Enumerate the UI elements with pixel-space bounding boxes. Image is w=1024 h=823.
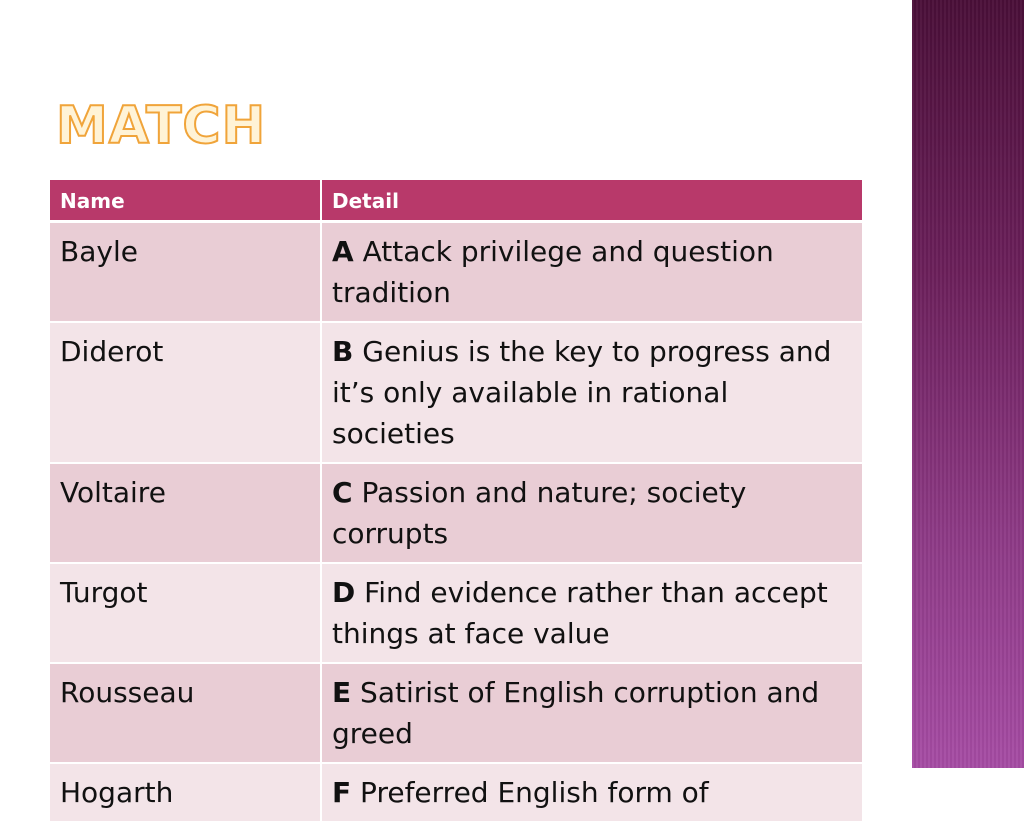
decorative-side-band (912, 0, 1024, 768)
name-cell: Rousseau (50, 663, 321, 763)
option-letter: D (332, 576, 356, 609)
option-letter: E (332, 676, 352, 709)
detail-text: Genius is the key to progress and it’s only available in rational societies (332, 335, 832, 450)
name-cell: Turgot (50, 563, 321, 663)
table-row (50, 563, 862, 663)
table-row (50, 763, 862, 822)
slide-title: MATCH (56, 96, 267, 156)
detail-text: Attack privilege and question tradition (332, 235, 774, 309)
detail-cell (321, 663, 862, 763)
detail-text: Passion and nature; society corrupts (332, 476, 747, 550)
option-letter: B (332, 335, 354, 368)
name-cell: Bayle (50, 222, 321, 323)
detail-cell (321, 763, 862, 822)
detail-text: Preferred English form of (360, 776, 709, 809)
table-row (50, 663, 862, 763)
name-cell: Voltaire (50, 463, 321, 563)
detail-text: Find evidence rather than accept things at face value (332, 576, 828, 650)
column-header-name: Name (50, 180, 321, 222)
option-letter: C (332, 476, 353, 509)
option-letter: A (332, 235, 354, 268)
detail-cell (321, 222, 862, 323)
match-table (50, 180, 862, 823)
table-row (50, 463, 862, 563)
table-header-row (50, 180, 862, 222)
name-cell: Hogarth (50, 763, 321, 822)
table-row (50, 222, 862, 323)
table-row (50, 322, 862, 463)
name-cell: Diderot (50, 322, 321, 463)
column-header-detail: Detail (321, 180, 862, 222)
detail-cell (321, 322, 862, 463)
detail-cell (321, 563, 862, 663)
detail-cell (321, 463, 862, 563)
option-letter: F (332, 776, 352, 809)
detail-text: Satirist of English corruption and greed (332, 676, 820, 750)
